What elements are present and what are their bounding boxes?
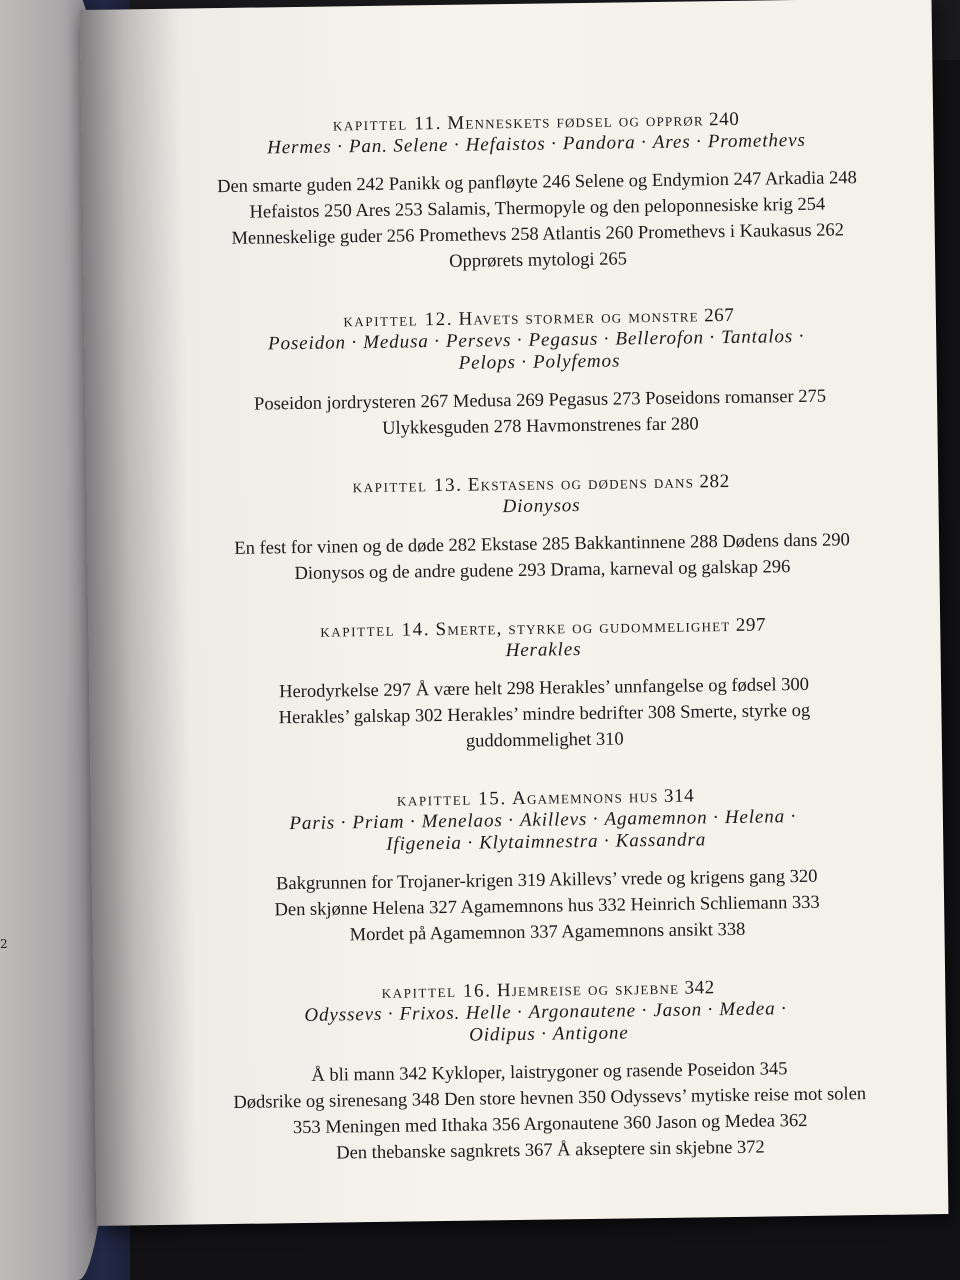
section-page-number: 327 <box>429 897 458 919</box>
section-page-number: 250 <box>323 201 352 222</box>
figure-name: Kassandra <box>615 829 707 852</box>
figure-name: Bellerofon <box>615 327 705 350</box>
figure-name: Ares <box>652 131 691 154</box>
chapter-title: Ekstasens og dødens dans <box>467 471 695 496</box>
section-page-number: 282 <box>448 535 477 556</box>
section-title: Ekstase <box>480 534 538 556</box>
figure-name: Pelops <box>458 351 516 374</box>
section-title: Ares <box>355 200 391 222</box>
section-entry <box>294 561 546 585</box>
section-title: Kykloper, laistrygoner og rasende Poseidon <box>431 1059 756 1085</box>
figure-name: Frixos. Helle <box>399 1002 512 1025</box>
section-page-number: 310 <box>595 729 624 750</box>
chapter-page-number: 267 <box>703 304 735 327</box>
section-title: Agamemnons ansikt <box>561 920 714 943</box>
section-page-number: 367 <box>524 1140 553 1161</box>
section-entry <box>557 1138 765 1161</box>
section-entry <box>656 1111 808 1133</box>
chapter-title: Menneskets fødsel og opprør <box>447 109 704 134</box>
chapter-label: kapittel 13. <box>352 474 463 498</box>
section-title: Argonautene <box>523 1113 619 1135</box>
figure-name: Pandora <box>562 132 636 155</box>
section-page-number: 319 <box>517 870 546 891</box>
section-title: Mordet på Agamemnon <box>349 922 526 946</box>
section-page-number: 350 <box>578 1087 607 1109</box>
chapter-figures <box>213 997 884 1050</box>
chapter-sections <box>213 383 868 444</box>
figure-separator: · <box>640 132 648 154</box>
section-title: Salamis, Thermopyle og den peloponnesiske krig <box>427 195 793 221</box>
figure-name: Hermes <box>266 136 332 159</box>
figure-separator: · <box>453 134 461 156</box>
figure-separator: · <box>550 133 558 155</box>
figure-name: Pegasus <box>528 328 599 351</box>
section-title: Agamemnons hus <box>460 895 594 918</box>
chapter-sections <box>220 863 875 950</box>
section-entry <box>350 922 558 945</box>
section-entry <box>481 534 570 555</box>
toc-chapter <box>206 469 877 588</box>
section-title: Herodyrkelse <box>279 680 379 703</box>
figure-separator: · <box>640 1000 649 1022</box>
section-entry <box>574 532 718 554</box>
section-page-number: 267 <box>420 391 449 413</box>
figure-name: Pan. Selene <box>348 134 449 158</box>
toc-chapter <box>208 613 880 758</box>
toc-chapter <box>213 975 886 1168</box>
section-page-number: 362 <box>779 1110 808 1132</box>
figure-name: Ifigeneia <box>386 832 463 855</box>
section-title: Herakles’ mindre bedrifter <box>447 703 644 726</box>
section-title: Pegasus <box>548 389 609 411</box>
figure-separator: · <box>520 351 529 373</box>
book-page <box>80 0 949 1226</box>
section-title: Smerte, styrke og guddommelighet <box>465 700 811 752</box>
section-title: Selene og Endymion <box>574 169 730 193</box>
section-entry <box>549 867 818 891</box>
chapter-label: kapittel 11. <box>332 112 443 136</box>
section-page-number: 348 <box>411 1090 440 1111</box>
section-page-number: 278 <box>493 416 522 438</box>
figure-name: Medusa <box>363 331 429 354</box>
chapter-title: Havets stormer og monstre <box>458 305 699 330</box>
section-entry <box>416 679 535 701</box>
section-title: Odyssevs’ mytiske reise mot solen <box>610 1084 867 1108</box>
section-page-number: 300 <box>781 674 810 696</box>
section-entry <box>548 389 640 410</box>
figure-name: Agamemnon <box>604 807 708 830</box>
section-page-number: 308 <box>647 702 676 724</box>
chapter-title: Smerte, styrke og gudommelighet <box>435 614 731 641</box>
figure-separator: · <box>466 832 475 854</box>
section-page-number: 290 <box>821 530 850 551</box>
section-entry <box>279 680 411 702</box>
section-entry <box>217 175 384 197</box>
chapter-label: kapittel 14. <box>320 619 431 642</box>
chapter-title: Hjemreise og skjebne <box>496 977 680 1002</box>
section-title: Heinrich Schliemann <box>630 893 788 916</box>
chapter-sections <box>210 165 865 278</box>
section-page-number: 280 <box>670 414 699 435</box>
figure-separator: · <box>540 1023 548 1045</box>
section-entry <box>539 675 809 699</box>
section-page-number: 345 <box>759 1059 788 1080</box>
section-entry <box>444 1088 606 1110</box>
figure-separator: · <box>336 136 345 158</box>
toc-chapter <box>201 107 873 278</box>
section-entry <box>630 893 819 916</box>
figure-name: Antigone <box>552 1022 629 1045</box>
section-title: Promethevs <box>418 225 507 247</box>
section-title: Den store hevnen <box>443 1088 574 1111</box>
section-entry <box>234 536 476 559</box>
section-title: Atlantis <box>542 223 602 245</box>
section-title: Meningen med Ithaka <box>325 1115 488 1138</box>
section-entry <box>638 220 844 243</box>
section-title: Bakkantinnene <box>574 532 686 555</box>
section-entry <box>453 391 544 412</box>
figure-name: Argonautene <box>528 1000 637 1023</box>
section-title: Å akseptere sin skjebne <box>557 1138 733 1161</box>
figure-separator: · <box>603 830 611 852</box>
section-entry <box>432 1059 788 1084</box>
figure-separator: · <box>409 811 417 833</box>
figure-separator: · <box>603 328 611 350</box>
section-entry <box>249 201 352 222</box>
section-entry <box>231 226 414 249</box>
section-entry <box>526 414 699 436</box>
section-entry <box>419 225 539 247</box>
section-title: Å være helt <box>415 679 503 701</box>
chapter-figures <box>204 325 875 378</box>
section-page-number: 337 <box>529 922 558 943</box>
figure-separator: · <box>789 806 798 828</box>
section-page-number: 356 <box>492 1114 521 1136</box>
chapter-page-number: 240 <box>708 108 740 131</box>
figure-separator: · <box>516 329 524 351</box>
figure-separator: · <box>340 812 348 834</box>
section-title: Medusa <box>452 391 512 412</box>
section-title: Den smarte guden <box>217 175 352 198</box>
section-page-number: 262 <box>816 220 845 241</box>
section-title: Poseidon jordrysteren <box>253 392 417 415</box>
figure-name: Medea <box>719 998 776 1021</box>
section-title: Den thebanske sagnkrets <box>336 1140 521 1164</box>
left-page-mark: 2 <box>0 937 8 951</box>
figure-name: Poseidon <box>267 332 347 355</box>
chapter-sections <box>217 671 872 758</box>
chapter-page-number: 314 <box>663 785 695 807</box>
figure-name: Polyfemos <box>532 350 621 373</box>
figure-name: Oidipus <box>468 1023 536 1046</box>
section-entry <box>427 195 825 221</box>
section-page-number: 372 <box>736 1137 765 1158</box>
section-title: Å bli mann <box>311 1064 395 1086</box>
section-page-number: 260 <box>605 223 634 244</box>
section-entry <box>336 1141 553 1164</box>
figure-name: Paris <box>289 812 336 835</box>
section-title: Den skjønne Helena <box>274 898 425 921</box>
section-title: Jason og Medea <box>655 1111 776 1134</box>
section-page-number: 248 <box>828 168 857 189</box>
section-title: Dødsrike og sirenesang <box>233 1090 408 1113</box>
section-entry <box>542 223 633 244</box>
section-title: Dødens dans <box>722 530 818 553</box>
section-page-number: 298 <box>506 678 535 700</box>
section-entry <box>550 557 790 580</box>
figure-name: Menelaos <box>421 810 503 833</box>
figure-separator: · <box>712 807 720 829</box>
section-page-number: 247 <box>733 169 762 190</box>
figure-separator: · <box>695 131 703 153</box>
section-title: Herakles’ galskap <box>278 706 411 729</box>
section-entry <box>233 1090 439 1113</box>
figure-name: Dionysos <box>502 495 581 518</box>
table-of-contents <box>201 107 886 1202</box>
chapter-page-number: 297 <box>735 614 767 636</box>
figure-separator: · <box>708 327 717 349</box>
section-entry <box>561 920 745 943</box>
section-title: En fest for vinen og de døde <box>234 535 445 559</box>
figure-name: Herakles <box>505 639 582 662</box>
figure-separator: · <box>706 999 715 1021</box>
chapter-title: Agamemnons hus <box>511 786 659 810</box>
figure-name: Priam <box>352 811 405 834</box>
figure-separator: · <box>592 808 600 830</box>
section-page-number: 353 <box>292 1117 321 1139</box>
section-title: Akillevs’ vrede og krigens gang <box>548 867 786 891</box>
section-page-number: 333 <box>791 892 820 914</box>
section-entry <box>449 249 627 271</box>
section-page-number: 332 <box>598 895 627 916</box>
figure-name: Tantalos <box>721 326 794 349</box>
section-page-number: 242 <box>356 174 385 196</box>
figure-name: Akillevs <box>519 808 588 831</box>
section-title: Arkadia <box>764 168 825 190</box>
section-entry <box>325 1115 520 1138</box>
section-page-number: 253 <box>394 200 423 221</box>
section-page-number: 342 <box>399 1064 428 1085</box>
section-page-number: 302 <box>414 706 443 727</box>
section-title: Bakgrunnen for Trojaner-krigen <box>275 871 514 895</box>
section-entry <box>523 1113 651 1135</box>
figure-separator: · <box>780 998 788 1020</box>
section-entry <box>279 706 443 728</box>
chapter-sections <box>222 1055 877 1168</box>
section-entry <box>645 387 826 410</box>
toc-chapter <box>204 303 876 444</box>
section-entry <box>389 172 571 195</box>
section-entry <box>311 1064 427 1086</box>
section-entry <box>575 170 762 193</box>
chapter-figures <box>211 805 882 858</box>
section-page-number: 320 <box>789 866 818 888</box>
section-entry <box>447 703 676 726</box>
chapter-page-number: 282 <box>699 470 730 493</box>
chapter-sections <box>215 527 870 588</box>
section-entry <box>722 530 850 552</box>
toc-chapter <box>210 783 882 950</box>
section-title: Opprørets mytologi <box>449 249 595 272</box>
figure-separator: · <box>516 1001 524 1024</box>
section-entry <box>382 417 522 439</box>
section-title: Dionysos og de andre gudene <box>294 561 514 585</box>
section-page-number: 269 <box>516 390 545 411</box>
figure-name: Helena <box>724 806 786 829</box>
section-page-number: 258 <box>510 224 539 246</box>
section-entry <box>274 898 457 921</box>
section-page-number: 273 <box>612 389 641 410</box>
section-page-number: 246 <box>542 172 571 193</box>
section-page-number: 293 <box>517 560 546 581</box>
chapter-label: kapittel 16. <box>381 980 492 1003</box>
section-title: Ulykkesguden <box>382 417 490 439</box>
section-page-number: 288 <box>689 532 718 553</box>
section-page-number: 338 <box>717 919 746 941</box>
section-entry <box>460 895 626 917</box>
section-page-number: 254 <box>797 194 826 216</box>
section-page-number: 265 <box>599 249 628 270</box>
section-title: Drama, karneval og galskap <box>550 557 759 581</box>
chapter-page-number: 342 <box>684 977 715 999</box>
section-entry <box>765 168 857 189</box>
section-entry <box>355 200 423 221</box>
section-entry <box>276 871 546 895</box>
section-title: Havmonstrenes far <box>525 414 667 437</box>
figure-name: Odyssevs <box>304 1003 383 1026</box>
figure-separator: · <box>387 1003 395 1025</box>
section-title: Promethevs i Kaukasus <box>637 220 812 244</box>
section-page-number: 275 <box>798 386 827 408</box>
section-title: Herakles’ unnfangelse og fødsel <box>538 675 777 699</box>
figure-name: Jason <box>653 999 703 1022</box>
chapter-label: kapittel 12. <box>343 308 454 332</box>
section-page-number: 256 <box>386 226 415 247</box>
section-page-number: 360 <box>623 1113 652 1134</box>
figure-separator: · <box>350 332 359 354</box>
section-page-number: 297 <box>383 680 412 701</box>
figure-name: Promethevs <box>707 129 806 153</box>
section-page-number: 296 <box>762 557 791 578</box>
figure-separator: · <box>798 325 806 348</box>
section-title: Panikk og panfløyte <box>388 172 538 195</box>
section-title: Hefaistos <box>249 201 320 223</box>
figure-name: Hefaistos <box>465 133 546 156</box>
section-entry <box>254 392 448 415</box>
figure-name: Klytaimnestra <box>478 830 599 854</box>
figure-separator: · <box>433 330 442 353</box>
section-page-number: 285 <box>541 534 570 555</box>
section-title: Poseidons romanser <box>644 387 794 410</box>
figure-separator: · <box>507 810 516 832</box>
figure-name: Persevs <box>445 330 512 352</box>
chapter-label: kapittel 15. <box>396 788 507 811</box>
section-title: Menneskelige guder <box>231 226 383 249</box>
